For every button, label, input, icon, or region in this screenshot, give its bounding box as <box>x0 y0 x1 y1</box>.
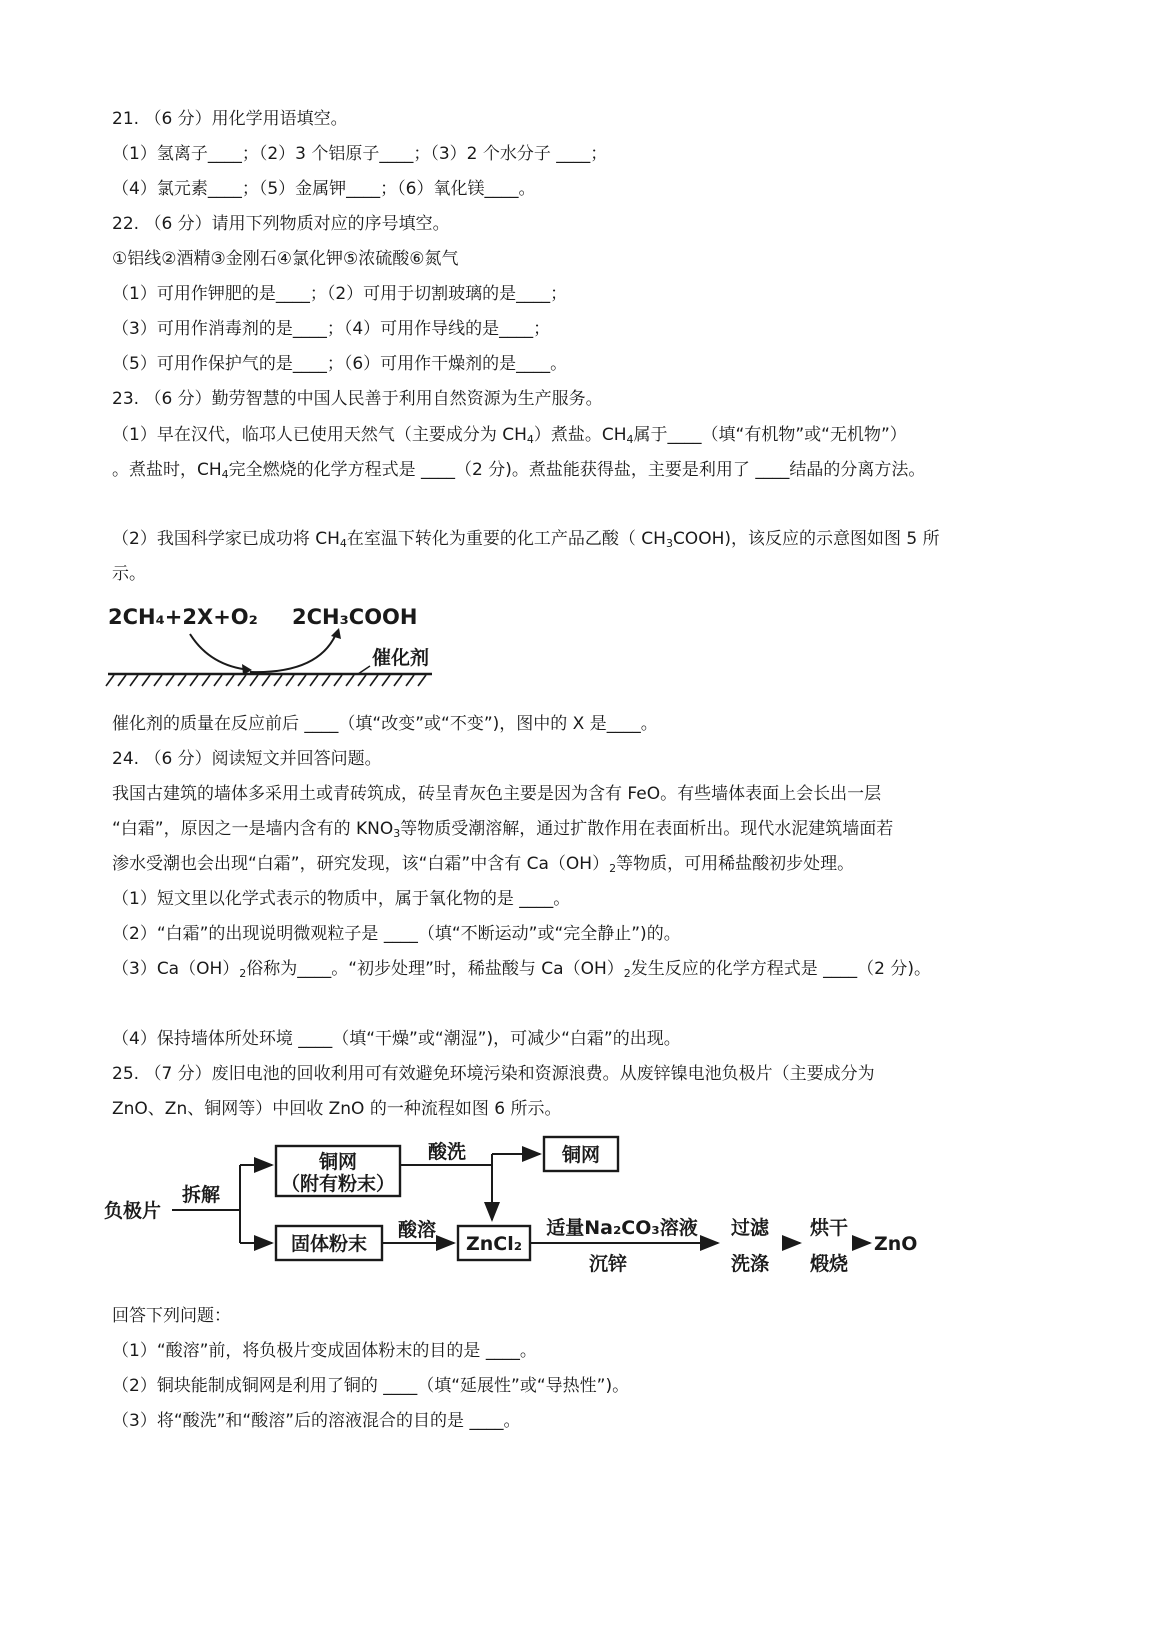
calcine-label: 煅烧 <box>809 1253 849 1275</box>
wash-label: 洗涤 <box>730 1253 770 1275</box>
reaction-reactants: 2CH₄+2X+O₂ <box>108 605 258 629</box>
q22-line3: （5）可用作保护气的是____；（6）可用作干燥剂的是____。 <box>112 354 568 374</box>
q24-text1: 我国古建筑的墙体多采用土或青砖筑成，砖呈青灰色主要是因为含有 FeO。有些墙体表面上会长出一层 <box>112 784 882 804</box>
acid-dissolve-label: 酸溶 <box>398 1219 437 1241</box>
acid-wash-label: 酸洗 <box>428 1141 467 1163</box>
dry-label: 烘干 <box>809 1217 849 1239</box>
copper-mesh-output-label: 铜网 <box>561 1144 601 1166</box>
inflow-arrow <box>190 634 250 670</box>
q23-paragraph1: （1）早在汉代，临邛人已使用天然气（主要成分为 $CH_4$）煮盐。$CH_4$属于____（填“有机物”或“无机物”） <box>112 425 907 446</box>
q24-q1: （1）短文里以化学式表示的物质中，属于氧化物的是 ____。 <box>112 889 571 909</box>
q21-line2: （4）氯元素____；（5）金属钾____；（6）氧化镁____。 <box>112 179 536 199</box>
q25-title: 25. （7 分）废旧电池的回收利用可有效避免环境污染和资源浪费。从废锌镍电池负极片（主要成分为 <box>112 1064 875 1084</box>
q22-line2: （3）可用作消毒剂的是____；（4）可用作导线的是____； <box>112 319 551 339</box>
q25-q3: （3）将“酸洗”和“酸溶”后的溶液混合的目的是 ____。 <box>112 1411 521 1431</box>
q25-q1: （1）“酸溶”前，将负极片变成固体粉末的目的是 ____。 <box>112 1341 537 1361</box>
q25-q2: （2）铜块能制成铜网是利用了铜的 ____（填“延展性”或“导热性”)。 <box>112 1376 630 1396</box>
solid-powder-label: 固体粉末 <box>290 1233 368 1255</box>
q23-paragraph3-end: 示。 <box>112 564 146 584</box>
filter-label: 过滤 <box>730 1217 770 1239</box>
q23-paragraph4: 催化剂的质量在反应前后 ____（填“改变”或“不变”)，图中的 X 是____。 <box>112 714 658 734</box>
q24-q4: （4）保持墙体所处环境 ____（填“干燥”或“潮湿”)，可减少“白霜”的出现。 <box>112 1029 681 1049</box>
q22-title: 22. （6 分）请用下列物质对应的序号填空。 <box>112 214 450 234</box>
copper-mesh-powder-label: （附有粉末） <box>280 1173 396 1195</box>
zno-product-label: ZnO <box>874 1233 918 1255</box>
zinc-precipitation-label: 沉锌 <box>588 1253 628 1275</box>
q24-q2: （2）“白霜”的出现说明微观粒子是 ____（填“不断运动”或“完全静止”)的。 <box>112 924 681 944</box>
q25-title2: ZnO、Zn、铜网等）中回收 ZnO 的一种流程如图 6 所示。 <box>112 1099 562 1119</box>
anode-sheet-label: 负极片 <box>104 1200 162 1222</box>
catalyst-label: 催化剂 <box>372 647 430 669</box>
q23-title: 23. （6 分）勤劳智慧的中国人民善于利用自然资源为生产服务。 <box>112 389 603 409</box>
zncl2-label: ZnCl₂ <box>465 1233 523 1255</box>
q23-paragraph3: （2）我国科学家已成功将 $CH_4$在室温下转化为重要的化工产品乙酸（ $CH_3COOH$)，该反应的示意图如图 5 所 <box>112 529 940 550</box>
outflow-arrow-head <box>331 628 341 639</box>
reaction-product: 2CH₃COOH <box>292 605 418 629</box>
q24-text2: “白霜”，原因之一是墙内含有的 $KNO_3$等物质受潮溶解，通过扩散作用在表面析出。现代水泥建筑墙面若 <box>112 819 894 840</box>
q21-line1: （1）氢离子____；（2）3 个铝原子____；（3）2 个水分子 ____； <box>112 144 608 164</box>
q25-answer-intro: 回答下列问题： <box>112 1306 231 1326</box>
q24-text3: 渗水受潮也会出现“白霜”，研究发现，该“白霜”中含有 $Ca(OH)_2$等物质，可用稀盐酸初步处理。 <box>112 854 855 875</box>
q23-paragraph2: 。煮盐时，$CH_4$完全燃烧的化学方程式是 ____（2 分)。煮盐能获得盐，主要是利用了 ____结晶的分离方法。 <box>112 460 926 481</box>
dismantle-label: 拆解 <box>182 1184 221 1206</box>
process-flowchart <box>100 1130 940 1278</box>
q21-title: 21. （6 分）用化学用语填空。 <box>112 109 348 129</box>
reaction-diagram <box>100 598 500 696</box>
q22-options: ①铝线②酒精③金刚石④氯化钾⑤浓硫酸⑥氮气 <box>112 249 459 269</box>
q24-q3: $(3)Ca(OH)_2$俗称为____。“初步处理”时，稀盐酸与 $Ca(OH)_2$发生反应的化学方程式是 ____（2 分)。 <box>112 959 932 980</box>
q22-line1: （1）可用作钾肥的是____；（2）可用于切割玻璃的是____； <box>112 284 568 304</box>
copper-mesh-label: 铜网 <box>318 1151 358 1173</box>
outflow-arrow <box>250 634 336 672</box>
q24-title: 24. （6 分）阅读短文并回答问题。 <box>112 749 382 769</box>
catalyst-hatching <box>106 675 426 686</box>
sodium-carbonate-label: 适量Na₂CO₃溶液 <box>546 1217 698 1239</box>
